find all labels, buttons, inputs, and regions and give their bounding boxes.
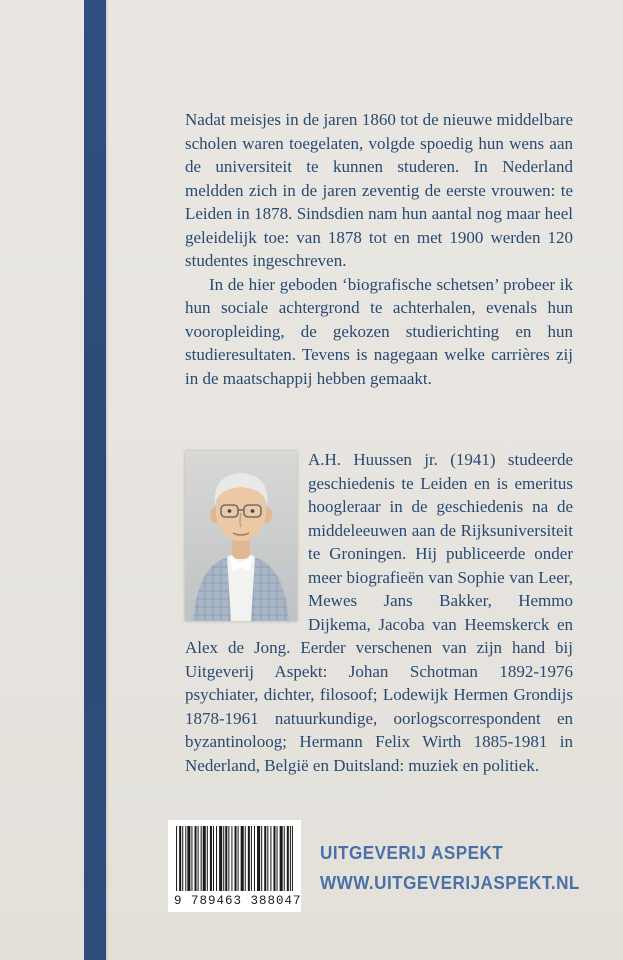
spine-stripe (84, 0, 106, 960)
barcode (168, 820, 301, 912)
author-bio: A.H. Huussen jr. (1941) studeerde geschiedenis te Leiden en is emeritus hoogleraar in de geschiedenis na de middeleeuwen aan de Rijksuniversiteit te Groningen. Hij publiceerde onder meer biografieën van Sophie van Leer, Mewes Jans Bakker, Hemmo Dijkema, Jacoba van Heemskerck en Alex de Jong. Eerder verschenen van zijn hand bij Uitgeverij Aspekt: Johan Schotman 1892-1976 psychiater, dichter, filosoof; Lodewijk Hermen Grondijs 1878-1961 natuurkundige, oorlogscorrespondent en byzantinoloog; Hermann Felix Wirth 1885-1981 in Nederland, België en Duitsland: muziek en politiek. (185, 450, 573, 775)
publisher-url: WWW.UITGEVERIJASPEKT.NL (320, 873, 580, 893)
synopsis-paragraph-1: Nadat meisjes in de jaren 1860 tot de nieuwe middelbare scholen waren toegelaten, volgde spoedig hun wens aan de universiteit te kunnen studeren. In Nederland meldden zich in de jaren zeventig de eerste vrouwen: te Leiden in 1878. Sindsdien nam hun aantal nog maar heel geleidelijk toe: van 1878 tot en met 1900 werden 120 studentes ingeschreven. (185, 110, 573, 270)
author-photo (185, 451, 297, 621)
barcode-bars (174, 826, 295, 891)
author-portrait-illustration (185, 451, 297, 621)
isbn-number: 9 789463 388047 (174, 894, 302, 908)
publisher-block (320, 838, 594, 898)
publisher-name: UITGEVERIJ ASPEKT (320, 843, 504, 863)
synopsis-section (185, 108, 573, 390)
synopsis-paragraph-2: In de hier geboden ‘biografische schetsen’ probeer ik hun sociale achtergrond te achterhalen, evenals hun vooropleiding, de gekozen studierichting en hun studieresultaten. Tevens is nagegaan welke carrières zij in de maatschappij hebben gemaakt. (185, 274, 573, 388)
author-section (185, 448, 573, 777)
